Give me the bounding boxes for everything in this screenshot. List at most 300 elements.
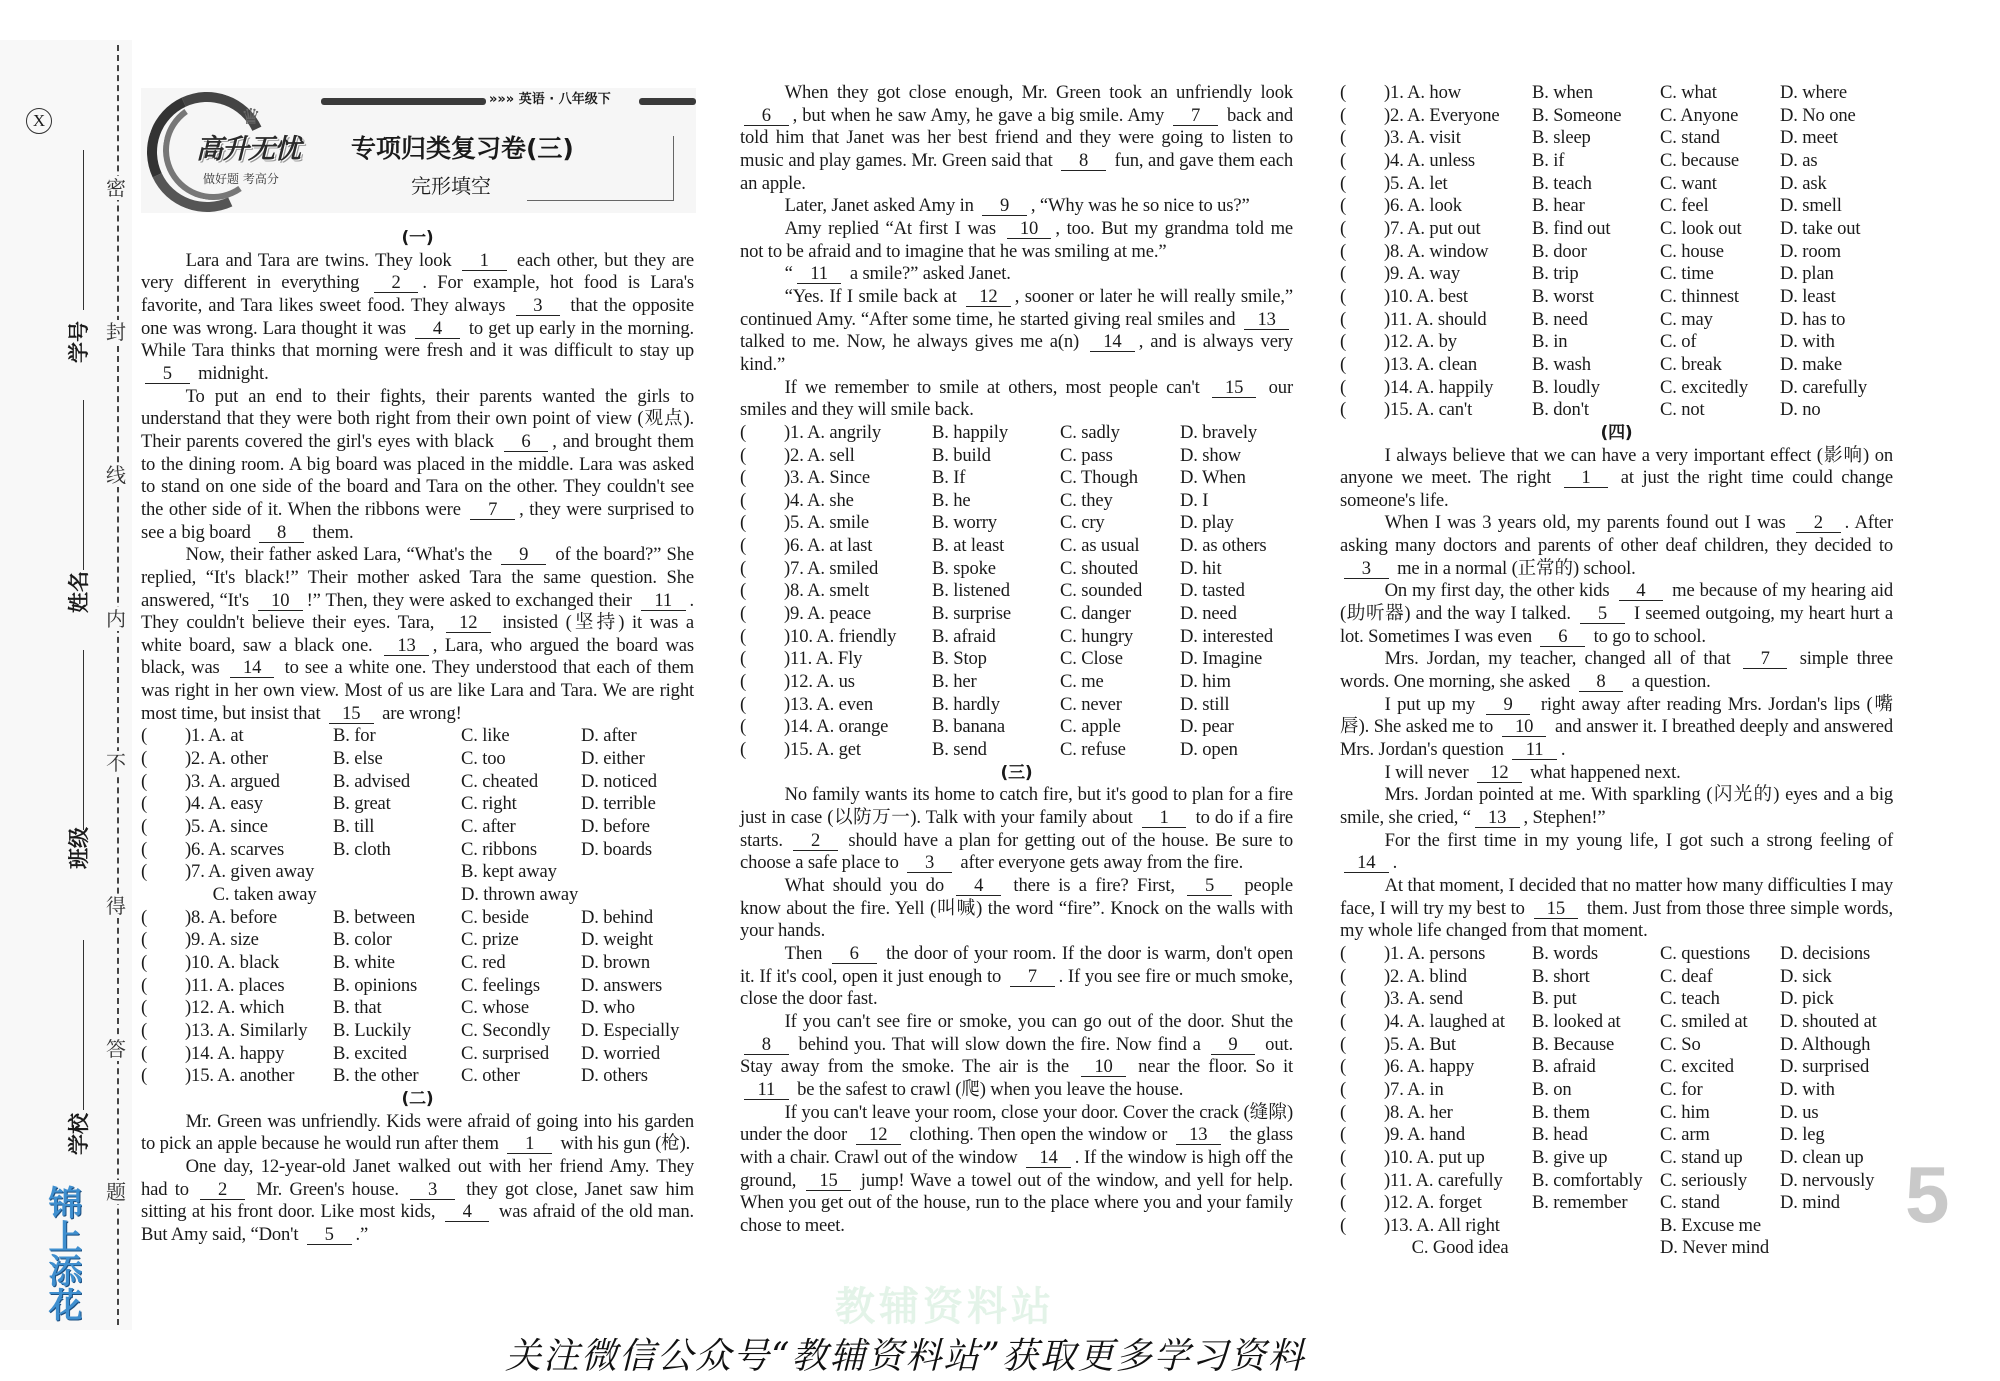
answer-blank[interactable]: 13: [384, 637, 429, 656]
option-b[interactable]: B. build: [932, 444, 991, 466]
option-c[interactable]: C. time: [1660, 263, 1714, 285]
option-c[interactable]: C. shouted: [1060, 557, 1139, 579]
option-d[interactable]: D. hit: [1180, 557, 1222, 579]
option-c[interactable]: C. him: [1660, 1101, 1710, 1123]
answer-bracket[interactable]: (: [740, 671, 747, 693]
option-c[interactable]: C. because: [1660, 149, 1740, 171]
option-c[interactable]: C. Secondly: [461, 1019, 551, 1041]
option-c[interactable]: C. red: [461, 952, 506, 973]
answer-blank[interactable]: 1: [1564, 469, 1609, 488]
option-b[interactable]: B. sleep: [1532, 127, 1591, 149]
name-line[interactable]: [83, 400, 84, 570]
option-c[interactable]: C. too: [461, 748, 506, 770]
option-d[interactable]: D. room: [1780, 240, 1841, 262]
answer-bracket[interactable]: (: [141, 793, 148, 815]
answer-blank[interactable]: 3: [410, 1181, 455, 1200]
option-a[interactable]: )4. A. she: [784, 489, 854, 511]
option-b[interactable]: B. he: [932, 489, 971, 511]
option-d[interactable]: D. least: [1780, 285, 1836, 307]
option-b[interactable]: B. loudly: [1532, 376, 1600, 398]
answer-blank[interactable]: 2: [374, 274, 419, 293]
option-d[interactable]: D. carefully: [1780, 376, 1867, 398]
answer-bracket[interactable]: (: [1340, 285, 1347, 307]
answer-blank[interactable]: 8: [1061, 152, 1106, 171]
answer-blank[interactable]: 10: [1502, 718, 1547, 737]
option-c[interactable]: C. prize: [461, 929, 519, 951]
option-d[interactable]: D. either: [581, 748, 645, 770]
option-c[interactable]: C. pass: [1060, 444, 1113, 466]
option-c[interactable]: C. me: [1060, 671, 1104, 693]
answer-bracket[interactable]: (: [1340, 353, 1347, 375]
option-b[interactable]: B. put: [1532, 988, 1577, 1010]
option-d[interactable]: D. pick: [1780, 988, 1834, 1010]
option-b[interactable]: B. spoke: [932, 557, 996, 579]
school-line[interactable]: [83, 940, 84, 1110]
option-b[interactable]: B. in: [1532, 331, 1568, 353]
answer-bracket[interactable]: (: [1340, 399, 1347, 421]
option-a[interactable]: )15. A. can't: [1384, 399, 1473, 421]
option-b[interactable]: B. worry: [932, 512, 997, 534]
option-a[interactable]: )11. A. Fly: [784, 648, 863, 670]
option-a[interactable]: )12. A. forget: [1384, 1192, 1482, 1214]
option-c[interactable]: C. they: [1060, 489, 1113, 511]
answer-blank[interactable]: 4: [415, 320, 460, 339]
option-d[interactable]: D. still: [1180, 693, 1230, 715]
option-c[interactable]: C. whose: [461, 997, 530, 1019]
option-a[interactable]: )2. A. blind: [1384, 965, 1467, 987]
option-c[interactable]: C. teach: [1660, 988, 1720, 1010]
answer-bracket[interactable]: (: [740, 716, 747, 738]
option-a[interactable]: )13. A. All right: [1384, 1214, 1500, 1236]
option-a[interactable]: )7. A. put out: [1384, 217, 1481, 239]
answer-bracket[interactable]: (: [1340, 1146, 1347, 1168]
option-c[interactable]: C. excitedly: [1660, 376, 1749, 398]
option-a[interactable]: )3. A. send: [1384, 988, 1463, 1010]
option-d[interactable]: D. behind: [581, 906, 653, 928]
option-c[interactable]: C. surprised: [461, 1042, 550, 1064]
option-d[interactable]: D. When: [1180, 467, 1246, 489]
answer-blank[interactable]: 3: [516, 297, 561, 316]
answer-blank[interactable]: 11: [641, 592, 686, 611]
option-c[interactable]: C. other: [461, 1065, 520, 1087]
answer-blank[interactable]: 4: [445, 1203, 490, 1222]
answer-blank[interactable]: 4: [1619, 582, 1664, 601]
option-b[interactable]: B. head: [1532, 1124, 1588, 1146]
option-d[interactable]: D. surprised: [1780, 1056, 1870, 1078]
answer-bracket[interactable]: (: [1340, 331, 1347, 353]
option-c[interactable]: C. cry: [1060, 512, 1105, 534]
answer-blank[interactable]: 3: [1344, 560, 1389, 579]
option-d[interactable]: D. sick: [1780, 965, 1832, 987]
answer-bracket[interactable]: (: [1340, 172, 1347, 194]
option-c[interactable]: C. excited: [1660, 1056, 1734, 1078]
option-c[interactable]: C. arm: [1660, 1124, 1710, 1146]
answer-blank[interactable]: 12: [1477, 764, 1522, 783]
answer-blank[interactable]: 8: [259, 524, 304, 543]
answer-blank[interactable]: 8: [744, 1036, 789, 1055]
answer-blank[interactable]: 14: [230, 659, 275, 678]
answer-blank[interactable]: 12: [856, 1126, 901, 1145]
answer-bracket[interactable]: (: [740, 625, 747, 647]
answer-bracket[interactable]: (: [1340, 1192, 1347, 1214]
option-d[interactable]: D. as others: [1180, 535, 1267, 557]
answer-bracket[interactable]: (: [1340, 149, 1347, 171]
option-b[interactable]: B. great: [333, 793, 391, 815]
answer-blank[interactable]: 11: [1512, 741, 1557, 760]
option-d[interactable]: D. no: [1780, 399, 1821, 421]
answer-bracket[interactable]: (: [740, 467, 747, 489]
option-b[interactable]: B. worst: [1532, 285, 1594, 307]
option-a[interactable]: )6. A. at last: [784, 535, 873, 557]
option-b[interactable]: B. hardly: [932, 693, 1000, 715]
answer-blank[interactable]: 10: [258, 592, 303, 611]
option-d[interactable]: D. need: [1180, 603, 1237, 625]
option-a[interactable]: )4. A. unless: [1384, 149, 1476, 171]
answer-blank[interactable]: 7: [1743, 650, 1788, 669]
answer-bracket[interactable]: (: [1340, 217, 1347, 239]
option-d[interactable]: D. worried: [581, 1042, 661, 1064]
answer-blank[interactable]: 3: [907, 854, 952, 873]
option-d[interactable]: D. No one: [1780, 104, 1856, 126]
option-b[interactable]: B. need: [1532, 308, 1588, 330]
answer-bracket[interactable]: (: [740, 444, 747, 466]
option-b[interactable]: B. cloth: [333, 838, 391, 860]
option-c[interactable]: C. refuse: [1060, 739, 1126, 761]
answer-blank[interactable]: 12: [966, 288, 1011, 307]
option-a[interactable]: )10. A. best: [1384, 285, 1468, 307]
answer-blank[interactable]: 5: [307, 1226, 352, 1245]
answer-bracket[interactable]: (: [1340, 195, 1347, 217]
option-b[interactable]: B. Someone: [1532, 104, 1622, 126]
option-c[interactable]: C. hungry: [1060, 625, 1134, 647]
answer-blank[interactable]: 2: [1796, 514, 1841, 533]
option-b[interactable]: B. send: [932, 739, 987, 761]
option-d[interactable]: D. before: [581, 816, 650, 838]
option-a[interactable]: )1. A. at: [185, 725, 244, 747]
option-b[interactable]: B. hear: [1532, 195, 1585, 217]
option-d[interactable]: D. bravely: [1180, 421, 1257, 443]
option-a[interactable]: )15. A. get: [784, 739, 861, 761]
option-b[interactable]: B. afraid: [1532, 1056, 1596, 1078]
option-a[interactable]: )11. A. places: [185, 974, 285, 996]
option-c[interactable]: C. like: [461, 725, 510, 747]
option-a[interactable]: )2. A. sell: [784, 444, 855, 466]
option-a[interactable]: )7. A. in: [1384, 1078, 1444, 1100]
option-a[interactable]: )13. A. Similarly: [185, 1019, 308, 1041]
option-d[interactable]: D. Imagine: [1180, 648, 1263, 670]
answer-blank[interactable]: 6: [744, 107, 789, 126]
option-c[interactable]: C. seriously: [1660, 1169, 1748, 1191]
option-c[interactable]: C. never: [1060, 693, 1122, 715]
answer-blank[interactable]: 9: [1486, 696, 1531, 715]
answer-blank[interactable]: 9: [1211, 1036, 1256, 1055]
answer-blank[interactable]: 6: [504, 433, 549, 452]
option-b[interactable]: B. advised: [333, 770, 410, 792]
option-d[interactable]: D. brown: [581, 952, 651, 973]
option-b[interactable]: B. teach: [1532, 172, 1592, 194]
option-a[interactable]: )7. A. given away: [185, 861, 315, 883]
option-a[interactable]: )10. A. friendly: [784, 625, 897, 647]
option-d[interactable]: D. show: [1180, 444, 1241, 466]
answer-blank[interactable]: 2: [200, 1181, 245, 1200]
answer-bracket[interactable]: (: [740, 648, 747, 670]
answer-blank[interactable]: 7: [1173, 107, 1218, 126]
option-d[interactable]: D. Especially: [581, 1019, 680, 1041]
option-c[interactable]: C. ribbons: [461, 838, 537, 860]
option-b[interactable]: B. surprise: [932, 603, 1011, 625]
option-a[interactable]: )3. A. Since: [784, 467, 870, 489]
option-a[interactable]: )2. A. Everyone: [1384, 104, 1500, 126]
answer-bracket[interactable]: (: [141, 997, 148, 1019]
option-d[interactable]: D. I: [1180, 489, 1209, 511]
option-d[interactable]: D. meet: [1780, 127, 1838, 149]
option-d[interactable]: D. who: [581, 997, 635, 1019]
option-d[interactable]: D. after: [581, 725, 637, 747]
answer-blank[interactable]: 5: [145, 365, 190, 384]
answer-bracket[interactable]: (: [740, 603, 747, 625]
option-c[interactable]: C. after: [461, 816, 516, 838]
option-d[interactable]: D. pear: [1180, 716, 1234, 738]
option-a[interactable]: )6. A. look: [1384, 195, 1462, 217]
option-b[interactable]: B. white: [333, 952, 395, 973]
option-c[interactable]: C. feelings: [461, 974, 540, 996]
option-c[interactable]: C. smiled at: [1660, 1010, 1748, 1032]
option-a[interactable]: )8. A. before: [185, 906, 278, 928]
option-c[interactable]: C. what: [1660, 82, 1717, 103]
answer-bracket[interactable]: (: [740, 693, 747, 715]
option-d[interactable]: D. mind: [1780, 1192, 1840, 1214]
option-b[interactable]: B. that: [333, 997, 382, 1019]
option-d[interactable]: D. with: [1780, 331, 1835, 353]
option-a[interactable]: )9. A. way: [1384, 263, 1460, 285]
option-c[interactable]: C. for: [1660, 1078, 1703, 1100]
option-d[interactable]: D. weight: [581, 929, 653, 951]
option-a[interactable]: )11. A. carefully: [1384, 1169, 1503, 1191]
option-c[interactable]: C. house: [1660, 240, 1724, 262]
answer-bracket[interactable]: (: [1340, 308, 1347, 330]
answer-blank[interactable]: 1: [462, 252, 507, 271]
option-a[interactable]: )4. A. laughed at: [1384, 1010, 1505, 1032]
answer-blank[interactable]: 13: [1475, 809, 1520, 828]
option-d[interactable]: D. has to: [1780, 308, 1846, 330]
answer-bracket[interactable]: (: [740, 421, 747, 443]
student-id-line[interactable]: [83, 150, 84, 310]
option-a[interactable]: )14. A. orange: [784, 716, 889, 738]
option-c[interactable]: C. break: [1660, 353, 1722, 375]
option-c[interactable]: C. sounded: [1060, 580, 1143, 602]
option-d[interactable]: D. with: [1780, 1078, 1835, 1100]
option-c[interactable]: C. of: [1660, 331, 1697, 353]
option-a[interactable]: )8. A. window: [1384, 240, 1489, 262]
option-b[interactable]: B. happily: [932, 421, 1008, 443]
option-b[interactable]: B. words: [1532, 942, 1598, 964]
option-b[interactable]: B. short: [1532, 965, 1590, 987]
answer-blank[interactable]: 15: [1212, 379, 1257, 398]
answer-bracket[interactable]: (: [1340, 1169, 1347, 1191]
option-c[interactable]: C. feel: [1660, 195, 1709, 217]
option-a[interactable]: )10. A. put up: [1384, 1146, 1485, 1168]
option-a[interactable]: )15. A. another: [185, 1065, 295, 1087]
option-d[interactable]: D. smell: [1780, 195, 1842, 217]
answer-blank[interactable]: 8: [1579, 673, 1624, 692]
option-a[interactable]: )8. A. smelt: [784, 580, 869, 602]
option-c[interactable]: C. look out: [1660, 217, 1742, 239]
answer-bracket[interactable]: (: [141, 1042, 148, 1064]
answer-blank[interactable]: 7: [1010, 968, 1055, 987]
answer-blank[interactable]: 1: [507, 1135, 552, 1154]
answer-blank[interactable]: 9: [501, 546, 546, 565]
answer-blank[interactable]: 7: [470, 501, 515, 520]
option-b[interactable]: B. kept away: [461, 861, 557, 883]
answer-blank[interactable]: 11: [744, 1081, 789, 1100]
option-d[interactable]: D. leg: [1780, 1124, 1825, 1146]
answer-bracket[interactable]: (: [141, 770, 148, 792]
option-a[interactable]: )12. A. by: [1384, 331, 1457, 353]
answer-bracket[interactable]: (: [141, 906, 148, 928]
answer-blank[interactable]: 13: [1244, 311, 1289, 330]
answer-bracket[interactable]: (: [141, 974, 148, 996]
answer-bracket[interactable]: (: [1340, 82, 1347, 103]
option-b[interactable]: B. if: [1532, 149, 1565, 171]
answer-blank[interactable]: 14: [1090, 333, 1135, 352]
option-a[interactable]: )12. A. which: [185, 997, 285, 1019]
answer-bracket[interactable]: (: [1340, 376, 1347, 398]
option-b[interactable]: B. Stop: [932, 648, 987, 670]
answer-bracket[interactable]: (: [141, 1065, 148, 1087]
option-d[interactable]: D. boards: [581, 838, 652, 860]
option-b[interactable]: B. looked at: [1532, 1010, 1621, 1032]
option-a[interactable]: )4. A. easy: [185, 793, 263, 815]
option-c[interactable]: C. thinnest: [1660, 285, 1739, 307]
option-a[interactable]: )5. A. let: [1384, 172, 1448, 194]
answer-bracket[interactable]: (: [1340, 942, 1347, 964]
answer-bracket[interactable]: (: [1340, 263, 1347, 285]
option-b[interactable]: B. afraid: [932, 625, 996, 647]
answer-blank[interactable]: 10: [1007, 220, 1052, 239]
answer-blank[interactable]: 5: [1580, 605, 1625, 624]
option-d[interactable]: D. make: [1780, 353, 1842, 375]
option-a[interactable]: )8. A. her: [1384, 1101, 1453, 1123]
answer-bracket[interactable]: (: [1340, 965, 1347, 987]
answer-blank[interactable]: 1: [1142, 809, 1187, 828]
option-c[interactable]: C. stand: [1660, 1192, 1720, 1214]
answer-blank[interactable]: 9: [982, 197, 1027, 216]
option-a[interactable]: )9. A. size: [185, 929, 259, 951]
answer-blank[interactable]: 11: [797, 265, 842, 284]
option-b[interactable]: B. else: [333, 748, 383, 770]
option-b[interactable]: B. between: [333, 906, 416, 928]
option-a[interactable]: )14. A. happy: [185, 1042, 285, 1064]
option-a[interactable]: )13. A. even: [784, 693, 874, 715]
option-b[interactable]: B. Because: [1532, 1033, 1615, 1055]
option-d[interactable]: D. nervously: [1780, 1169, 1875, 1191]
option-d[interactable]: D. noticed: [581, 770, 657, 792]
answer-bracket[interactable]: (: [1340, 1010, 1347, 1032]
option-b[interactable]: B. on: [1532, 1078, 1572, 1100]
option-d[interactable]: D. us: [1780, 1101, 1819, 1123]
option-c[interactable]: C. sadly: [1060, 421, 1120, 443]
answer-bracket[interactable]: (: [1340, 1033, 1347, 1055]
option-a[interactable]: C. taken away: [185, 884, 317, 906]
option-c[interactable]: C. stand: [1660, 127, 1720, 149]
answer-bracket[interactable]: [141, 884, 185, 907]
answer-bracket[interactable]: (: [740, 557, 747, 579]
option-b[interactable]: B. them: [1532, 1101, 1590, 1123]
answer-blank[interactable]: 15: [806, 1172, 851, 1191]
answer-blank[interactable]: 6: [1540, 628, 1585, 647]
answer-bracket[interactable]: (: [1340, 1101, 1347, 1123]
option-a[interactable]: C. Good idea: [1384, 1237, 1509, 1259]
option-d[interactable]: D. open: [1180, 739, 1238, 761]
answer-blank[interactable]: 6: [832, 945, 877, 964]
option-b[interactable]: B. listened: [932, 580, 1010, 602]
option-c[interactable]: C. beside: [461, 906, 529, 928]
option-b[interactable]: B. at least: [932, 535, 1005, 557]
option-c[interactable]: C. Anyone: [1660, 104, 1739, 126]
option-b[interactable]: B. excited: [333, 1042, 407, 1064]
option-d[interactable]: D. Although: [1780, 1033, 1871, 1055]
option-d[interactable]: D. plan: [1780, 263, 1834, 285]
answer-blank[interactable]: 14: [1026, 1149, 1071, 1168]
option-a[interactable]: )14. A. happily: [1384, 376, 1494, 398]
answer-bracket[interactable]: (: [141, 838, 148, 860]
option-b[interactable]: B. comfortably: [1532, 1169, 1643, 1191]
answer-bracket[interactable]: (: [740, 739, 747, 761]
answer-blank[interactable]: 2: [793, 832, 838, 851]
option-d[interactable]: D. as: [1780, 149, 1818, 171]
option-c[interactable]: C. cheated: [461, 770, 538, 792]
option-c[interactable]: C. as usual: [1060, 535, 1140, 557]
option-a[interactable]: )1. A. how: [1384, 82, 1462, 103]
answer-bracket[interactable]: (: [1340, 1056, 1347, 1078]
answer-bracket[interactable]: (: [1340, 1214, 1347, 1236]
option-a[interactable]: )11. A. should: [1384, 308, 1487, 330]
option-c[interactable]: C. right: [461, 793, 517, 815]
answer-bracket[interactable]: (: [740, 489, 747, 511]
option-d[interactable]: D. decisions: [1780, 942, 1871, 964]
option-b[interactable]: B. for: [333, 725, 376, 747]
option-b[interactable]: B. her: [932, 671, 977, 693]
option-a[interactable]: )3. A. argued: [185, 770, 280, 792]
answer-blank[interactable]: 4: [956, 877, 1001, 896]
option-b[interactable]: B. opinions: [333, 974, 418, 996]
option-c[interactable]: C. So: [1660, 1033, 1701, 1055]
option-a[interactable]: )1. A. persons: [1384, 942, 1486, 964]
class-line[interactable]: [83, 650, 84, 830]
answer-bracket[interactable]: (: [1340, 988, 1347, 1010]
option-a[interactable]: )12. A. us: [784, 671, 855, 693]
option-d[interactable]: D. thrown away: [461, 884, 579, 906]
option-b[interactable]: B. door: [1532, 240, 1587, 262]
option-b[interactable]: B. don't: [1532, 399, 1589, 421]
option-b[interactable]: B. till: [333, 816, 375, 838]
option-a[interactable]: )2. A. other: [185, 748, 268, 770]
answer-blank[interactable]: 15: [1534, 900, 1579, 919]
option-d[interactable]: D. ask: [1780, 172, 1827, 194]
option-a[interactable]: )1. A. angrily: [784, 421, 882, 443]
option-b[interactable]: B. If: [932, 467, 966, 489]
option-a[interactable]: )7. A. smiled: [784, 557, 879, 579]
option-b[interactable]: B. when: [1532, 82, 1593, 103]
option-a[interactable]: )6. A. scarves: [185, 838, 285, 860]
answer-bracket[interactable]: (: [141, 952, 148, 973]
option-c[interactable]: C. want: [1660, 172, 1717, 194]
option-a[interactable]: )3. A. visit: [1384, 127, 1461, 149]
option-d[interactable]: D. clean up: [1780, 1146, 1864, 1168]
answer-bracket[interactable]: (: [740, 535, 747, 557]
option-c[interactable]: C. Though: [1060, 467, 1138, 489]
option-b[interactable]: B. color: [333, 929, 392, 951]
